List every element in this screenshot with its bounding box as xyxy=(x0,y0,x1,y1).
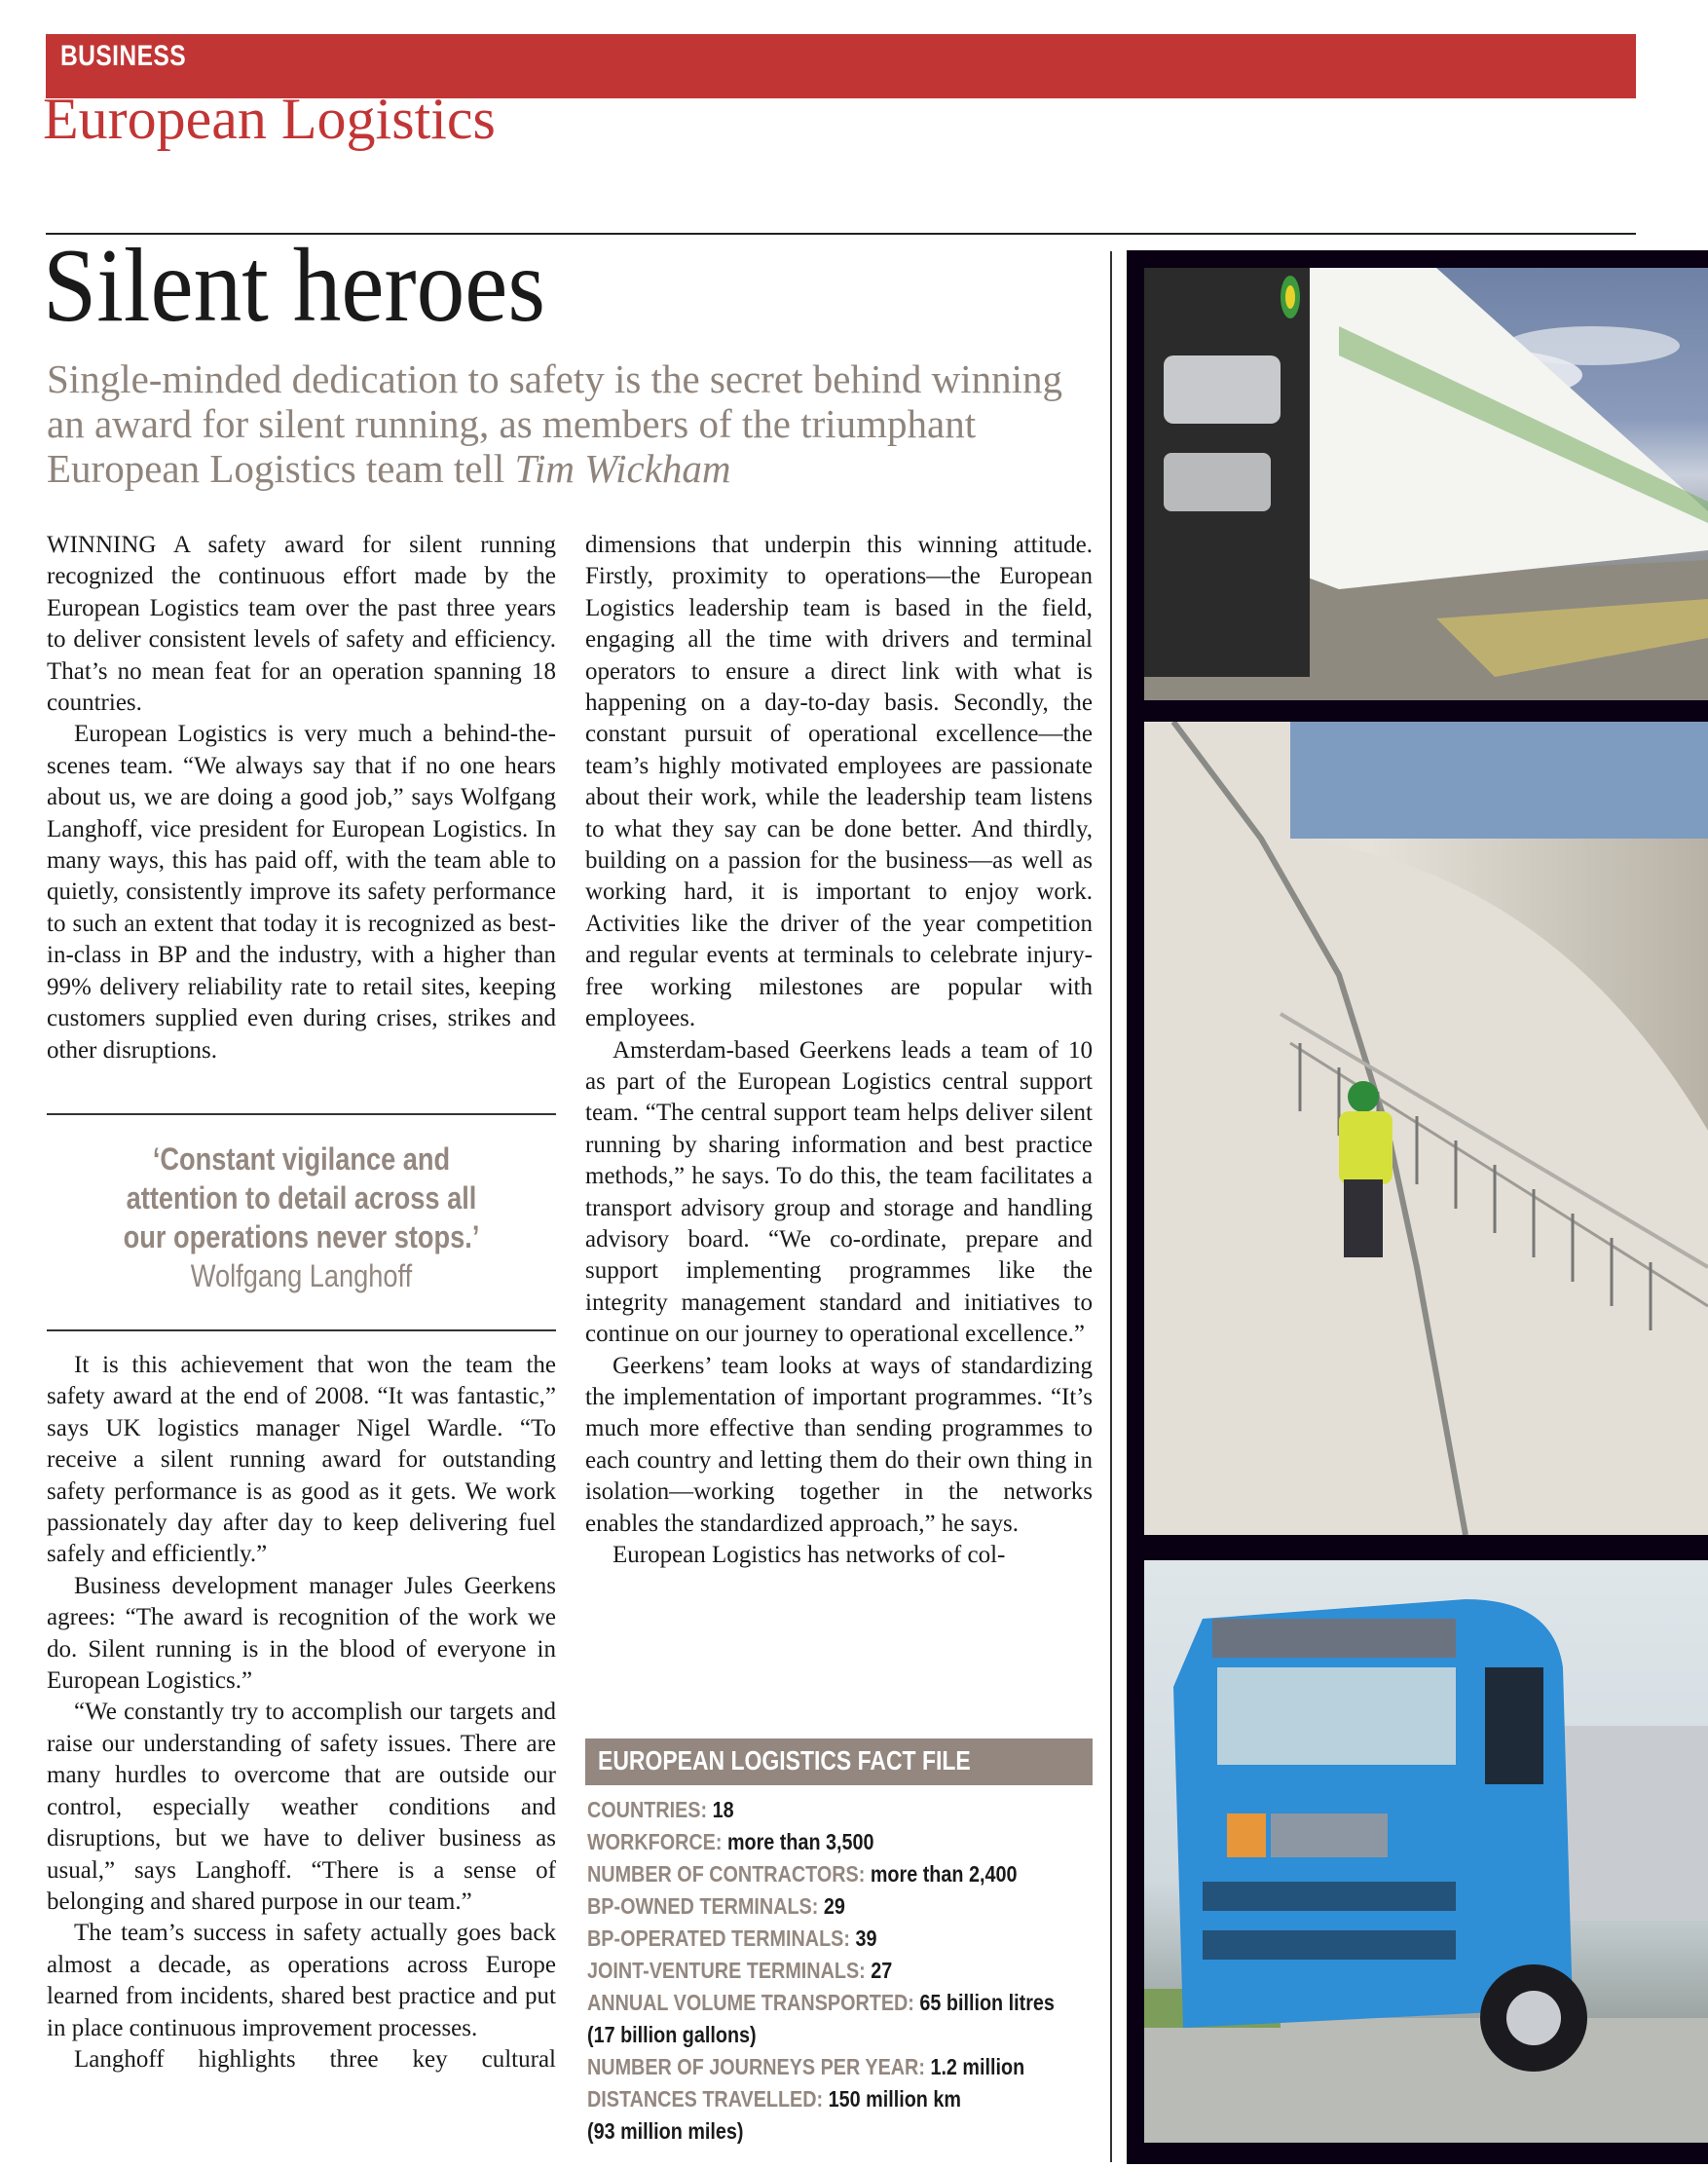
deck-text: Single-minded dedication to safety is the secret behind winning an award for silent running, as members of the triumphant European Logistics team tell xyxy=(47,356,1062,491)
paragraph: European Logistics is very much a behind-the-scenes team. “We always say that if no one hears about us, we are doing a good job,” says Wolfgang Langhoff, vice president for European Logistics. In many ways, this has paid off, with the team able to quietly, consistently improve its safety performance to such an extent that today it is recognized as best-in-class in BP and the industry, with a higher than 99% delivery reliability rate to retail sites, keeping customers supplied even during crises, strikes and other disruptions. xyxy=(47,721,556,1064)
paragraph: It is this achievement that won the team the safety award at the end of 2008. “It was fantastic,” says UK logistics manager Nigel Wardle. “To receive a silent running award for outstanding safety performance is as good as it gets. We work passionately day after day to keep delivering fuel safely and efficiently.” xyxy=(47,1352,556,1568)
fact-row xyxy=(587,1987,1057,2019)
blue-truck-illustration xyxy=(1144,1560,1708,2143)
paragraph: Business development manager Jules Geerkens agrees: “The award is recognition of the work we do. Silent running is in the blood of everyone in European Logistics.” xyxy=(47,1572,556,1695)
byline: Tim Wickham xyxy=(514,446,731,491)
pull-quote-text: ‘Constant vigilance and attention to detail across all our operations never stops.’ xyxy=(123,1141,480,1254)
fact-row xyxy=(587,2019,1057,2051)
fact-file-title: EUROPEAN LOGISTICS FACT FILE xyxy=(598,1745,971,1776)
tanker-truck-illustration xyxy=(1144,268,1708,700)
fact-value: 150 million km xyxy=(828,2086,961,2112)
paragraph: WINNING A safety award for silent running recognized the continuous effort made by the European Logistics team over the past three years to deliver consistent levels of safety and efficiency. That’s no mean feat for an operation spanning 18 countries. xyxy=(47,532,556,717)
fact-value: 1.2 million xyxy=(930,2054,1025,2079)
paragraph: dimensions that underpin this winning attitude. Firstly, proximity to operations—the European Logistics leadership team is based in the field, engaging all the time with drivers and terminal operators to ensure a direct link with what is happening on a day-to-day basis. Secondly, the constant pursuit of operational excellence—the team’s highly motivated employees are passionate about their work, while the leadership team listens to what they say can be done better. And thirdly, building on a passion for the business—as well as working hard, it is important to enjoy work. Activities like the driver of the year competition and regular events at terminals to celebrate injury-free working milestones are popular with employees. xyxy=(585,532,1093,1032)
fact-value: 39 xyxy=(855,1925,877,1951)
paragraph: “We constantly try to accomplish our targets and raise our understanding of safety issues. There are many hurdles to overcome that are outside our control, especially weather conditions and disruptions, but we have to deliver business as usual,” says Langhoff. “There is a sense of belonging and shared purpose in our team.” xyxy=(47,1699,556,1915)
fact-value: more than 2,400 xyxy=(870,1861,1018,1887)
fact-row xyxy=(587,1923,1057,1955)
paragraph: Langhoff highlights three key cultural xyxy=(74,2045,556,2073)
fact-row xyxy=(587,2083,1057,2115)
paragraph: Geerkens’ team looks at ways of standardizing the implementation of important programmes. “It’s much more effective than sending programmes to each country and letting them do their own thing in isolation—working together in the networks enables the standardized approach,” he says. xyxy=(585,1352,1093,1537)
headline: Silent heroes xyxy=(43,228,546,344)
fact-label: ANNUAL VOLUME TRANSPORTED: xyxy=(587,1990,914,2015)
fact-label: WORKFORCE: xyxy=(587,1829,723,1854)
column-divider xyxy=(1110,251,1112,2162)
fact-row xyxy=(587,1794,1057,1826)
column-2 xyxy=(585,530,1093,1571)
fact-value: 27 xyxy=(871,1958,893,1983)
fact-value: more than 3,500 xyxy=(726,1829,874,1854)
fact-value: 18 xyxy=(712,1797,734,1822)
fact-row xyxy=(587,1858,1057,1890)
column-1-top xyxy=(47,530,556,1066)
fact-label: COUNTRIES: xyxy=(587,1797,708,1822)
fact-value: 29 xyxy=(823,1893,845,1919)
fact-label: BP-OPERATED TERMINALS: xyxy=(587,1925,850,1951)
fact-value: (17 billion gallons) xyxy=(587,2022,757,2047)
paragraph: European Logistics has networks of col- xyxy=(613,1542,1006,1568)
fact-file-list xyxy=(587,1794,1057,2148)
fact-row xyxy=(587,2051,1057,2083)
fact-label: JOINT-VENTURE TERMINALS: xyxy=(587,1958,866,1983)
photo-worker-staircase xyxy=(1144,722,1708,1535)
fact-row xyxy=(587,2115,1057,2148)
pull-quote-rule-top xyxy=(47,1113,556,1115)
fact-row xyxy=(587,1890,1057,1923)
fact-label: DISTANCES TRAVELLED: xyxy=(587,2086,824,2112)
fact-row xyxy=(587,1826,1057,1858)
section-title: European Logistics xyxy=(43,87,496,151)
pull-quote-attribution: Wolfgang Langhoff xyxy=(190,1258,413,1293)
fact-row xyxy=(587,1955,1057,1987)
pull-quote xyxy=(47,1140,556,1295)
fact-value: 65 billion litres xyxy=(919,1990,1055,2015)
photo-blue-truck xyxy=(1144,1560,1708,2143)
staircase-illustration xyxy=(1144,722,1708,1535)
fact-label: NUMBER OF CONTRACTORS: xyxy=(587,1861,866,1887)
photo-tanker-truck xyxy=(1144,268,1708,700)
deck xyxy=(47,356,1108,491)
column-1-bottom xyxy=(47,1350,556,2075)
section-label: BUSINESS xyxy=(60,40,187,72)
fact-label: NUMBER OF JOURNEYS PER YEAR: xyxy=(587,2054,925,2079)
paragraph: The team’s success in safety actually goes back almost a decade, as operations across Europe learned from incidents, shared best practice and put in place continuous improvement processes. xyxy=(47,1920,556,2041)
fact-value: (93 million miles) xyxy=(587,2118,744,2144)
paragraph: Amsterdam-based Geerkens leads a team of 10 as part of the European Logistics central support team. “The central support team helps deliver silent running by sharing information and best practice methods,” he says. To do this, the team facilitates a transport advisory group and storage and handling advisory board. “We co-ordinate, prepare and support implementing programmes like the integrity management standard and initiatives to continue on our journey to operational excellence.” xyxy=(585,1036,1093,1348)
fact-label: BP-OWNED TERMINALS: xyxy=(587,1893,819,1919)
pull-quote-rule-bottom xyxy=(47,1329,556,1331)
